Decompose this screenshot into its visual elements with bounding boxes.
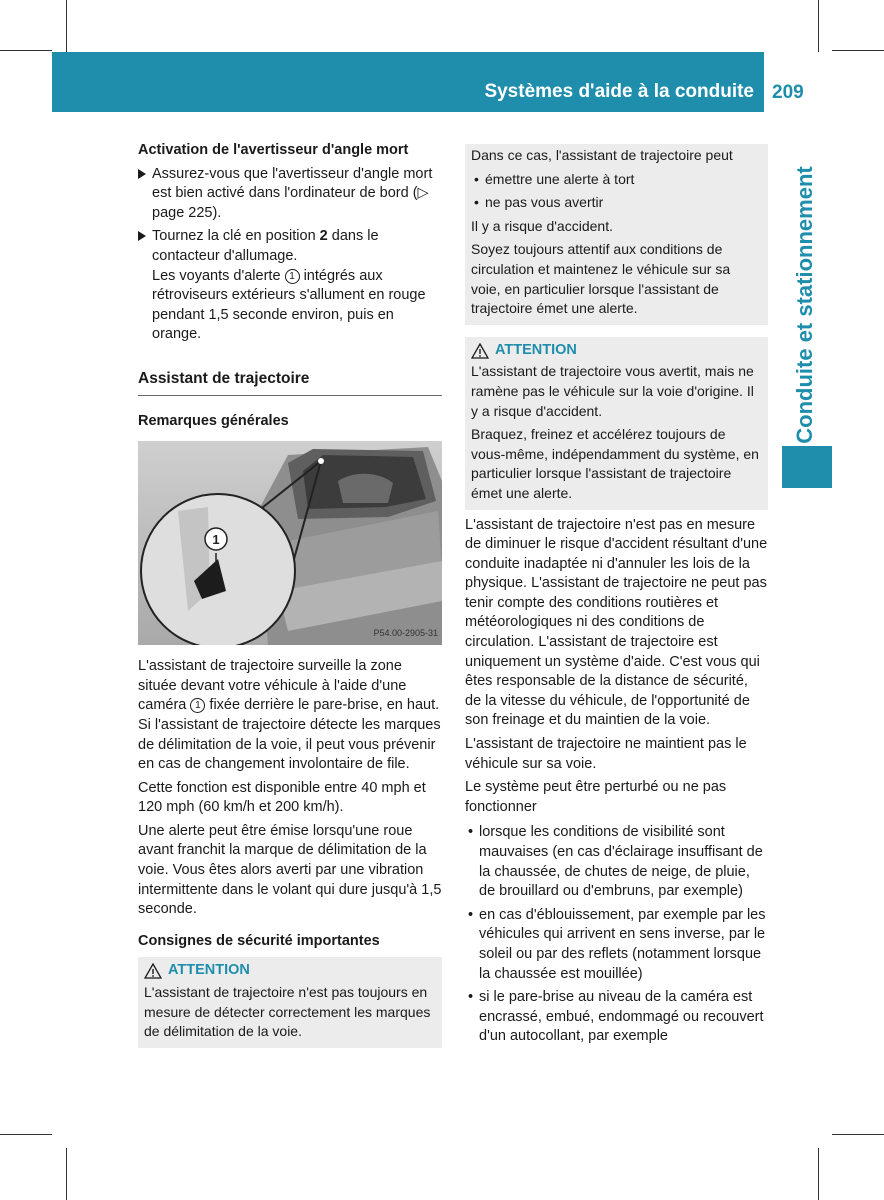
crop-mark	[66, 1148, 67, 1200]
step-item	[138, 227, 442, 345]
paragraph-text: L'assistant de trajectoire surveille la zone située devant votre véhicule à l'aide d'une caméra	[138, 658, 407, 714]
callout-marker: 1	[285, 269, 300, 284]
step-item	[138, 165, 442, 224]
step-text: dans le contacteur d'allumage.	[152, 228, 379, 264]
paragraph	[138, 657, 442, 775]
step-result: Les voyants d'alerte	[152, 267, 285, 284]
warning-triangle-icon	[471, 343, 489, 359]
side-tab	[778, 166, 832, 444]
warning-box	[138, 957, 442, 1047]
box-text: Dans ce cas, l'assistant de trajectoire peut	[471, 147, 733, 163]
step-text: Assurez-vous que l'avertisseur d'angle mort est bien activé dans l'ordinateur de bord (▷ page 225).	[152, 165, 433, 221]
paragraph: Le système peut être perturbé ou ne pas fonctionner	[465, 779, 727, 815]
warning-triangle-icon	[144, 963, 162, 979]
list-item: • en cas d'éblouissement, par exemple par les véhicules qui arrivent en sens inverse, par le soleil ou par des reflets (notamment lorsque la chaussée est mouillée)	[465, 906, 768, 984]
side-tab-marker	[782, 446, 832, 488]
callout-marker: 1	[190, 698, 205, 713]
crop-mark	[0, 1134, 52, 1135]
paragraph: Cette fonction est disponible entre 40 mph et 120 mph (60 km/h et 200 km/h).	[138, 779, 426, 816]
warning-box	[465, 337, 768, 510]
list-item: • ne pas vous avertir	[471, 193, 762, 213]
figure-code: P54.00-2905-31	[373, 627, 438, 638]
page-number: 209	[772, 82, 804, 103]
arrow-icon	[138, 231, 146, 241]
crop-mark	[0, 50, 52, 51]
step-result: intégrés aux rétroviseurs extérieurs s'allument en rouge pendant 1,5 seconde environ, puis en orange.	[152, 267, 426, 343]
step-text: Tournez la clé en position	[152, 228, 320, 245]
right-column	[465, 144, 768, 1047]
key-position: 2	[319, 228, 328, 245]
header-bar	[52, 52, 764, 112]
crop-mark	[832, 1134, 884, 1135]
paragraph-text: fixée derrière le pare-brise, en haut. Si l'assistant de trajectoire détecte les marques de délimitation de la voie, il peut vous prévenir en cas de changement involontaire de file.	[138, 697, 441, 773]
arrow-icon	[138, 169, 146, 179]
paragraph: L'assistant de trajectoire ne maintient pas le véhicule sur sa voie.	[465, 736, 747, 772]
crop-mark	[832, 50, 884, 51]
paragraph: L'assistant de trajectoire n'est pas en mesure de diminuer le risque d'accident résultant d'une conduite inadaptée ni d'annuler les lois de la physique. L'assistant de trajectoire ne peut pas tenir compte des conditions routières et météorologiques ni des conditions de circulation. L'assistant de trajectoire est uniquement un système d'aide. C'est vous qui êtes responsable de la distance de sécurité, de la vitesse du véhicule, de l'opportunité de son freinage et du maintien de la voie.	[465, 516, 768, 729]
left-column	[138, 141, 442, 1048]
crop-mark	[818, 0, 819, 52]
section-heading: Assistant de trajectoire	[138, 369, 442, 396]
figure-callout-number: 1	[212, 532, 220, 548]
paragraph: Une alerte peut être émise lorsqu'une roue avant franchit la marque de délimitation de la voie. Vous êtes alors averti par une vibration intermittente dans le volant qui dure jusqu'à 1,5 seconde.	[138, 822, 442, 918]
warning-text: L'assistant de trajectoire vous avertit, mais ne ramène pas le véhicule sur la voie d'origine. Il y a risque d'accident.	[471, 363, 754, 419]
warning-title: ATTENTION	[168, 962, 250, 979]
warning-header	[144, 961, 436, 981]
warning-text: Braquez, freinez et accélérez toujours de vous-même, indépendamment du système, en particulier lorsque l'assistant de trajectoire émet une alerte.	[471, 426, 759, 501]
car-windshield-figure	[138, 441, 442, 645]
list-item: • émettre une alerte à tort	[471, 170, 762, 190]
subheading-safety: Consignes de sécurité importantes	[138, 932, 380, 949]
chapter-title: Systèmes d'aide à la conduite	[484, 81, 754, 102]
list-item: • si le pare-brise au niveau de la caméra est encrassé, embué, endommagé ou recouvert d'un autocollant, par exemple	[465, 988, 768, 1047]
side-tab-label: Conduite et stationnement	[792, 166, 817, 444]
box-text: Soyez toujours attentif aux conditions de circulation et maintenez le véhicule sur sa voie, en particulier lorsque l'assistant de trajectoire émet une alerte.	[471, 241, 731, 317]
crop-mark	[818, 1148, 819, 1200]
crop-mark	[66, 0, 67, 52]
list-item: • lorsque les conditions de visibilité sont mauvaises (en cas d'éclairage insuffisant de la chaussée, de chutes de neige, de pluie, de brouillard ou d'embruns, par exemple)	[465, 823, 768, 901]
heading-activation: Activation de l'avertisseur d'angle mort	[138, 142, 409, 158]
box-text: Il y a risque d'accident.	[471, 217, 613, 234]
subheading-general: Remarques générales	[138, 412, 289, 429]
warning-text: L'assistant de trajectoire n'est pas toujours en mesure de détecter correctement les marques de délimitation de la voie.	[144, 984, 431, 1040]
warning-title: ATTENTION	[495, 341, 577, 358]
car-illustration	[138, 441, 442, 645]
warning-header	[471, 341, 762, 361]
warning-box-continued	[465, 144, 768, 325]
